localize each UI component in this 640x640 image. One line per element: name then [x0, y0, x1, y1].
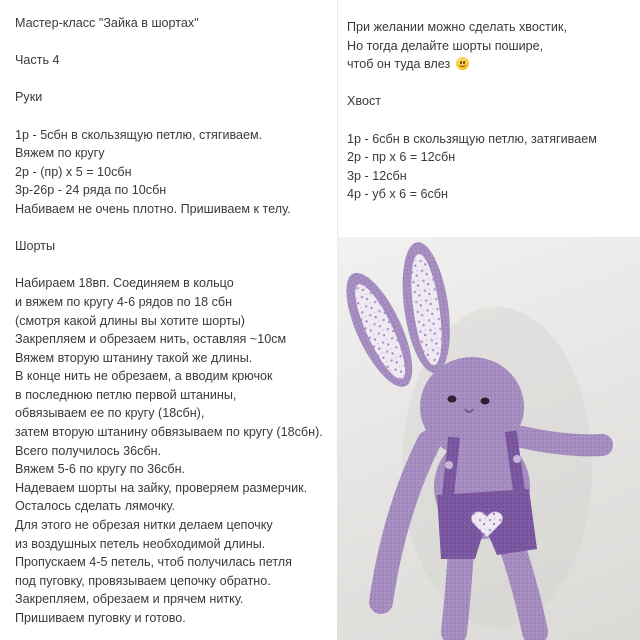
text-line: Вяжем 5-6 по кругу по 36сбн. [15, 462, 186, 477]
text-line: Руки [15, 90, 43, 105]
blank-line [15, 107, 333, 126]
tail-row-4: 4р - уб х 6 = 6сбн [347, 187, 448, 202]
text-line: под пуговку, провязываем цепочку обратно. [15, 573, 271, 588]
text-line: Пришиваем пуговку и готово. [15, 611, 186, 625]
blank-line [15, 219, 333, 238]
text-line: (смотря какой длины вы хотите шорты) [15, 313, 245, 328]
text-line: Вяжем вторую штанину такой же длины. [15, 350, 253, 365]
text-line: Вяжем по кругу [15, 146, 105, 161]
right-column-text [347, 18, 637, 204]
text-line: Для этого не обрезая нитки делаем цепочку [15, 518, 273, 533]
text-line: 3р-26р - 24 ряда по 10сбн [15, 183, 167, 198]
left-column-text [15, 14, 333, 628]
text-line: Всего получилось 36сбн. [15, 443, 162, 458]
text-line: Закрепляем и обрезаем нить, оставляя ~10см [15, 332, 287, 347]
blank-line [15, 70, 333, 89]
text-line: обвязываем ее по кругу (18сбн), [15, 406, 205, 421]
tail-row-2: 2р - пр х 6 = 12сбн [347, 150, 456, 165]
text-line: Осталось сделать лямочку. [15, 499, 176, 514]
bunny-photo [337, 237, 640, 640]
text-line: 2р - (пр) х 5 = 10сбн [15, 164, 132, 179]
blank-line [15, 33, 333, 52]
intro-line-1: При желании можно сделать хвостик, [347, 20, 567, 34]
text-line: Мастер-класс "Зайка в шортах" [15, 16, 199, 30]
text-line: Шорты [15, 239, 56, 254]
text-line: затем вторую штанину обвязываем по кругу (18сбн). [15, 425, 323, 440]
text-line: в последнюю петлю первой штанины, [15, 387, 237, 402]
tail-title: Хвост [347, 94, 382, 109]
text-line: Набиваем не очень плотно. Пришиваем к телу. [15, 201, 291, 216]
smiling-face-icon [456, 57, 469, 70]
text-line: Закрепляем, обрезаем и прячем нитку. [15, 592, 244, 607]
text-line: В конце нить не обрезаем, а вводим крючок [15, 369, 273, 384]
text-line: Часть 4 [15, 53, 60, 68]
text-line: 1р - 5сбн в скользящую петлю, стягиваем. [15, 127, 263, 142]
text-line: Пропускаем 4-5 петель, чтоб получилась петля [15, 555, 292, 570]
text-line: из воздушных петель необходимой длины. [15, 536, 266, 551]
intro-line-2: Но тогда делайте шорты пошире, [347, 38, 544, 53]
bunny-illustration [337, 237, 640, 640]
text-line: Набираем 18вп. Соединяем в кольцо [15, 276, 234, 291]
intro-line-3: чтоб он туда влез [347, 55, 637, 74]
blank-line [15, 256, 333, 275]
tail-row-1: 1р - 6сбн в скользящую петлю, затягиваем [347, 131, 597, 146]
text-line: Надеваем шорты на зайку, проверяем размерчик. [15, 480, 308, 495]
tail-row-3: 3р - 12сбн [347, 168, 407, 183]
text-line: и вяжем по кругу 4-6 рядов по 18 сбн [15, 294, 233, 309]
